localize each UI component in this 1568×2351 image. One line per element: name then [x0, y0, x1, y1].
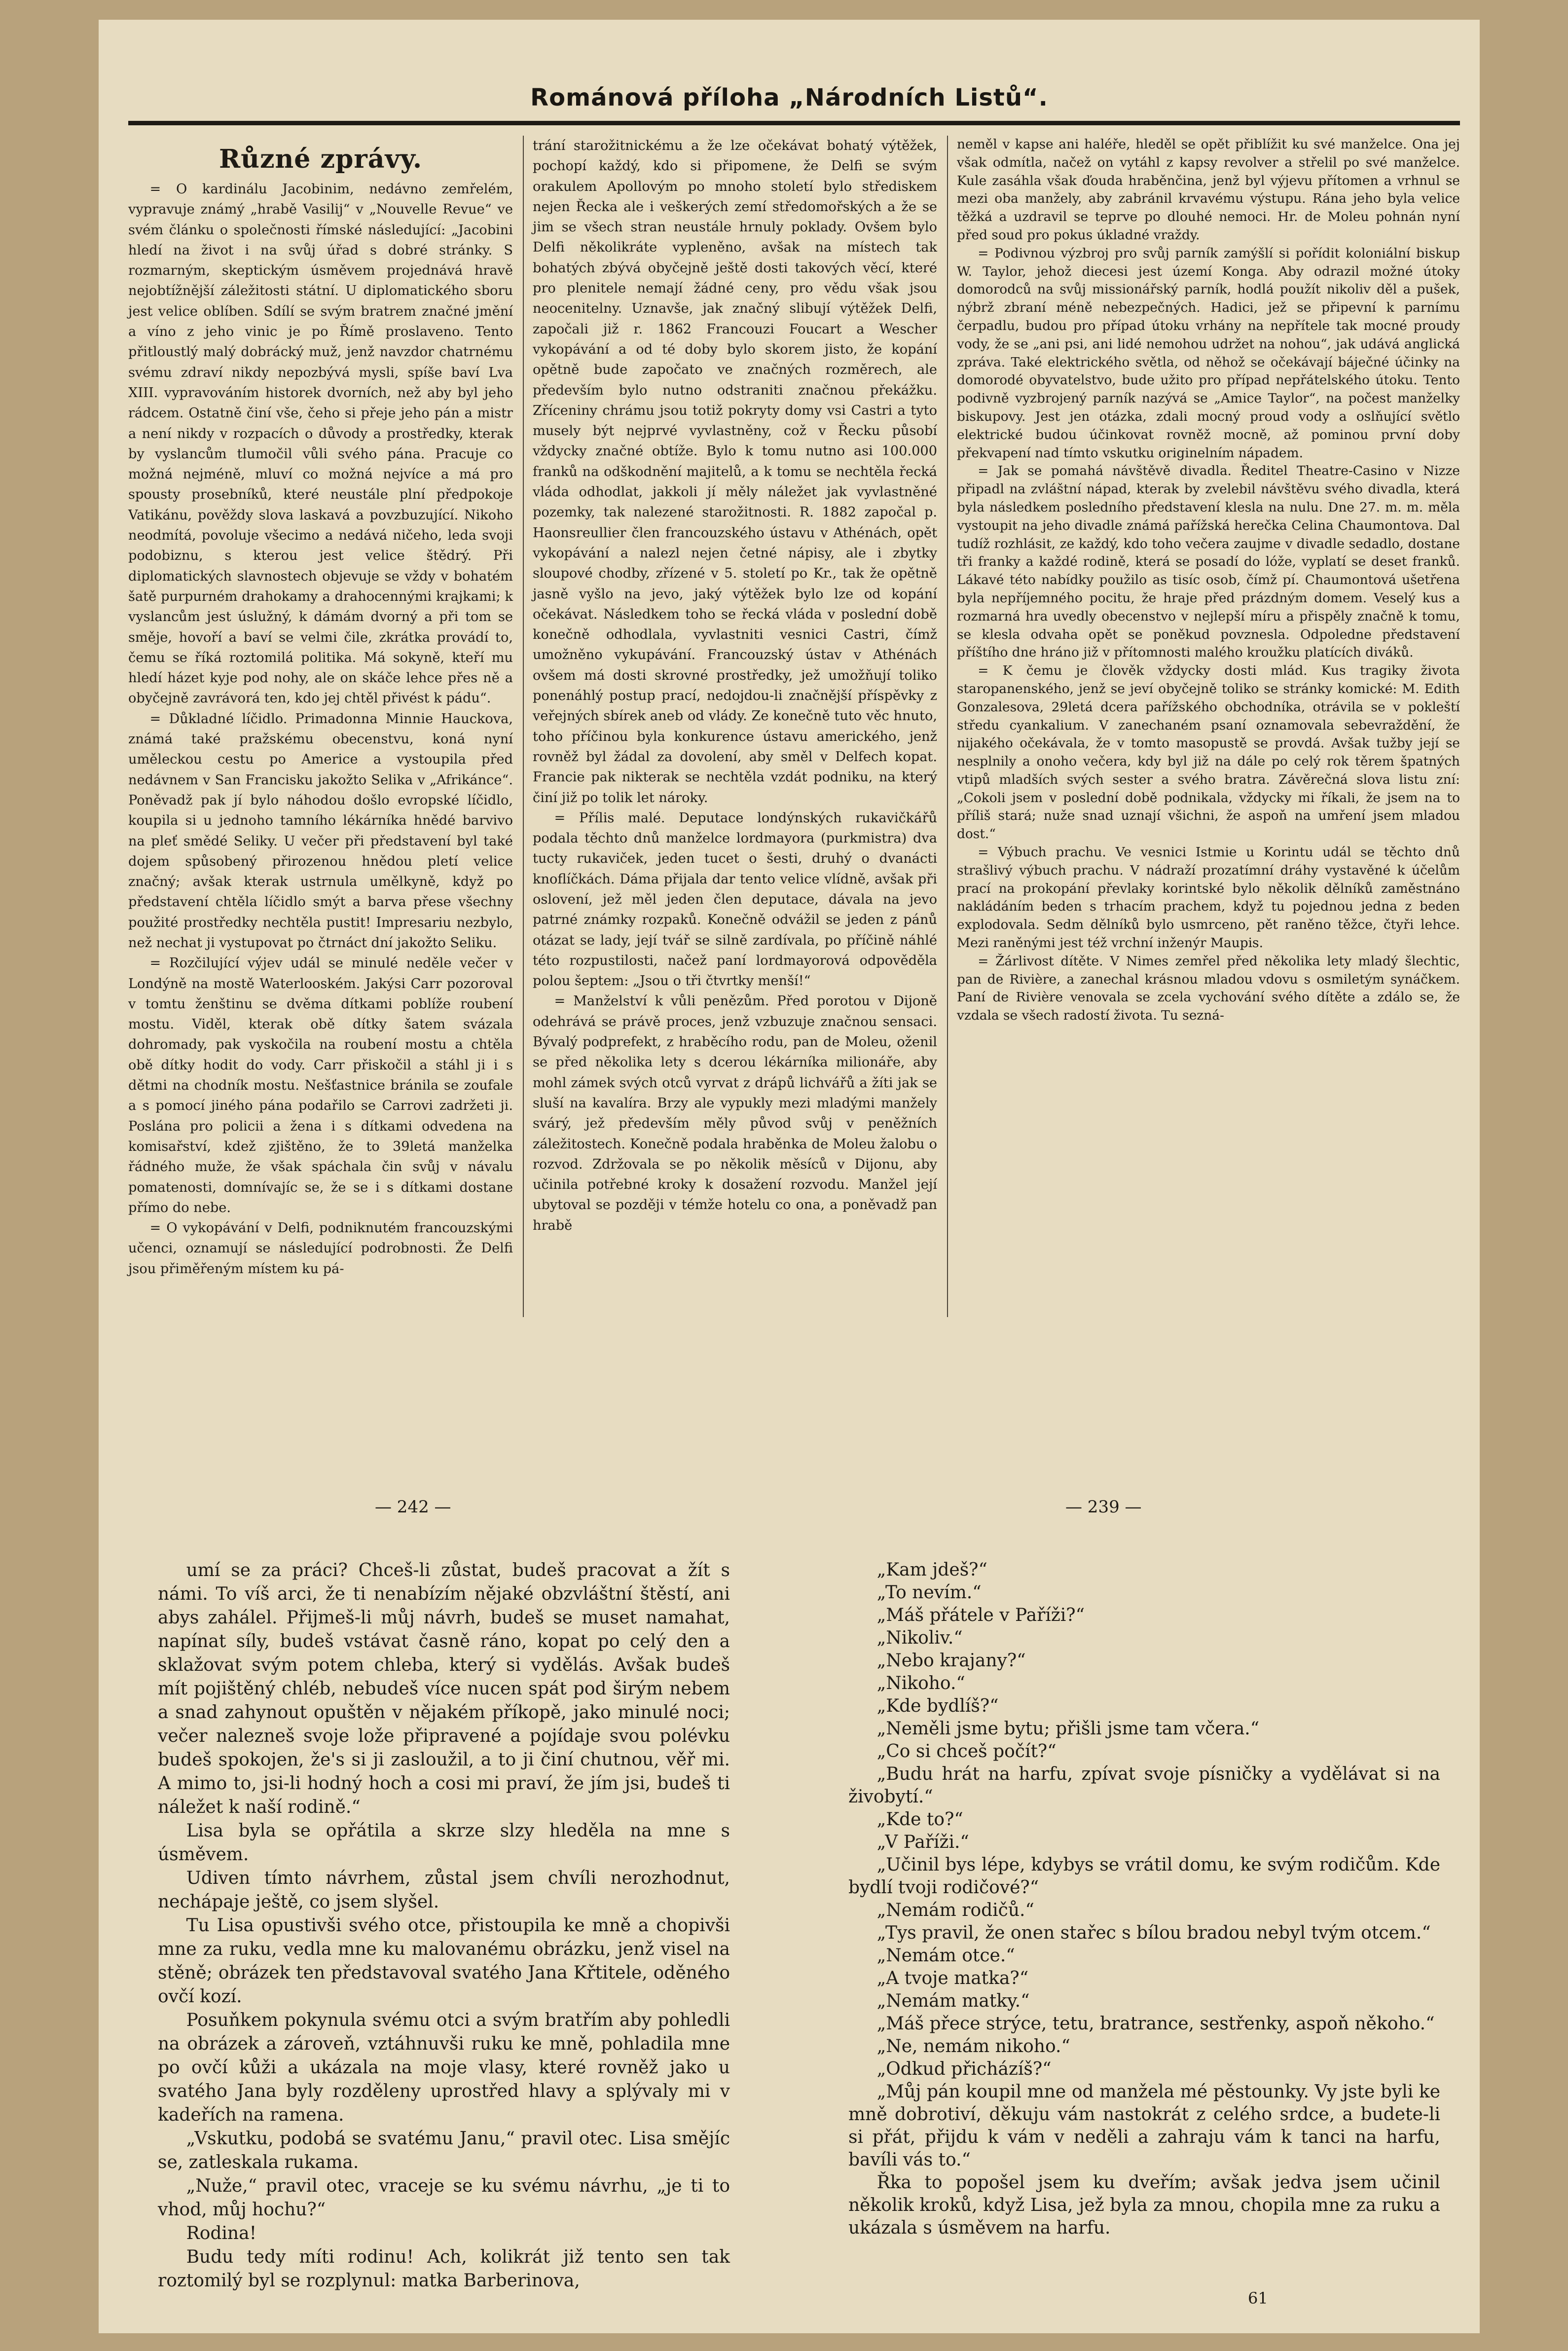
page-number-bottom: 61 [1248, 2289, 1268, 2308]
dialogue-line: „Budu hrát na harfu, zpívat svoje písničky a vydělávat si na živobytí.“ [848, 1764, 1440, 1807]
dialogue-line: „Nemám matky.“ [876, 1991, 1030, 2011]
header-rule [128, 121, 1460, 125]
novel-paragraph: Lisa byla se opřátila a skrze slzy hleděla na mne s úsměvem. [158, 1821, 730, 1865]
dialogue-line: „Tys pravil, že onen stařec s bílou bradou nebyl tvým otcem.“ [876, 1923, 1431, 1943]
article-mlad: = K čemu je člověk vždycky dosti mlád. Kus tragiky života staropanenského, jenž se jeví obyčejně toliko se stránky komické: M. Edith Gonzalesova, 29letá dcera pařížského obchodníka, otrávila se v pokleští středu cyankalium. V zanechaném psaní oznamovala sebevraždění, že nijakého očekávala, že v tomto masopustě se provdá. Avšak tužby její se nesplnily a onoho večera, kdy byl již na dále po celý rok těrem špatných vtipů mladších svých sester a svého bratra. Závěrečná slova listu zní: „Cokoli jsem v poslední době podnikala, vždycky mi říkali, že jsem na to příliš stará; nuže snad uznají všichni, že aspoň na umření jsem mladou dost.“ [957, 663, 1460, 842]
column-divider [523, 136, 524, 1317]
article-delfi: = O vykopávání v Delfi, podniknutém francouzskými učenci, oznamují se následující podrobnosti. Že Delfi jsou přiměřeným místem ku pá- [128, 1220, 513, 1277]
dialogue-line: „Co si chceš počít?“ [876, 1741, 1057, 1762]
novel-paragraph: „Vskutku, podobá se svatému Janu,“ pravil otec. Lisa smějíc se, zatleskala rukama. [158, 2129, 730, 2172]
article-prilis-male: = Přílis malé. Deputace londýnských rukavičkářů podala těchto dnů manželce lordmayora (purkmistra) dva tucty rukaviček, jeden tucet o šesti, druhý o dvanácti knoflíčkách. Dáma přijala dar tento velice vlídně, avšak při oslovení, jež měl jeden člen deputace, dávala na jevo patrné známky rozpaků. Konečně odvážil se jeden z pánů otázat se lady, její tvář se silně zardívala, po příčině náhlé této rozpustilosti, načež paní lordmayorová odpověděla polou šeptem: „Jsou o tři čtvrtky menší!“ [533, 810, 937, 989]
article-divadlo: = Jak se pomahá návštěvě divadla. Ředitel Theatre-Casino v Nizze připadl na zvláštní nápad, kterak by zvelebil návštěvu svého divadla, která byla následkem posledního představení klesla na nulu. Dne 27. m. m. měla vystoupit na jeho divadle známá pařížská herečka Celina Chaumontova. Dal tudíž rozhlásit, ze každý, kdo toho večera zaujme v divadle sedadlo, dostane tři franky a každé rodině, která se posadí do lóže, vyplatí se deset franků. Lákavé této nabídky použilo as tisíc osob, čímž pí. Chaumontová ušetřena byla nepříjemného pocitu, že hraje před prázdným domem. Veselý kus a rozmarná hra uvedly obecenstvo v nejlepší míru a přispěly značně k tomu, se klesla odvaha opět se poněkud povznesla. Odpoledne představení příštího dne hráno již v přítomnosti malého kroužku platících diváků. [957, 463, 1460, 661]
column-divider [947, 136, 948, 1317]
dialogue-line: „Nemám rodičů.“ [876, 1900, 1034, 1920]
novel-paragraph: Budu tedy míti rodinu! Ach, kolikrát již tento sen tak roztomilý byl se rozplynul: matka Barberinova, [158, 2247, 730, 2291]
article-zarlivost: = Žárlivost dítěte. V Nimes zemřel před několika lety mladý šlechtic, pan de Rivière, a zanechal krásnou mladou vdovu s osmiletým synáčkem. Paní de Rivière venovala se zcela vychování svého dítěte a zdálo se, že vzdala se všech radostí života. Tu sezná- [957, 953, 1460, 1024]
column-3 [957, 136, 1460, 1025]
novel-paragraph: Rodina! [186, 2223, 257, 2243]
supplement-header: Románová příloha „Národních Listů“. [530, 84, 1048, 111]
article-delfi-cont: trání starožitnickému a že lze očekávat bohatý výtěžek, pochopí každý, kdo si připomene, že Delfi se svým orakulem Apollovým po mnoho století bylo střediskem nejen Řecka ale i veškerých zemí středomořských a že se jim se všech stran neustále hrnuly poklady. Ovšem bylo Delfi několikráte vypleněno, avšak na místech tak bohatých zbývá obyčejně ještě dosti takových věcí, které pro plenitele nemají žádné ceny, pro vědu však jsou neocenitelny. Uznavše, jak značný slibují výtěžek Delfi, započali již r. 1862 Francouzi Foucart a Wescher vykopávání a od té doby bylo skorem jisto, že kopání opětně bude započato ve značných rozměrech, ale především bylo nutno odstraniti značnou překážku. Zříceniny chrámu jsou totiž pokryty domy vsi Castri a tyto musely být nejprvé vyvlastněny, což v Řecku působí vždycky značné obtíže. Bylo k tomu nutno asi 100.000 franků na odškodnění majitelů, a k tomu se nechtěla řecká vláda odhodlat, jakkoli jí měly náležet jak vyvlastněné pozemky, tak nalezené starožitnosti. R. 1882 započal p. Haonsreullier člen francouzského ústavu v Athénách, opět vykopávání a nalezl nejen četné nápisy, ale i zbytky sloupové chodby, zřízené v 5. století po Kr., tak že opětně jasně vyšlo na jevo, jaký výtěžek bylo lze od kopání očekávat. Následkem toho se řecká vláda v poslední době konečně odhodlala, vyvlastniti vesnici Castri, čímž umožněno vykupávání. Francouzský ústav v Athénách ovšem má dosti skrovné prostředky, jež umožňují toliko ponenáhlý postup prací, nedojdou-li značnější příspěvky z veřejných sbírek aneb od vlády. Ze konečně tuto věc hnuto, toho příčinou byla konkurence ústavu amerického, jenž rovněž byl žádal za dovolení, aby směl v Delfech kopat. Francie pak nikterak se nechtěla vzdát podniku, na který činí již po tolik let nároky. [533, 138, 937, 806]
dialogue-line: „Ne, nemám nikoho.“ [876, 2036, 1070, 2057]
article-moleu-cont: neměl v kapse ani haléře, hleděl se opět přiblížit ku své manželce. Ona jej však odmítla, načež on vytáhl z kapsy revolver a střelil po své manželce. Kule zasáhla však ďouda hraběnčina, jenž byl výjevu přítomen a vrhnul se mezi oba manžely, aby zabránil krvavému výstupu. Rána jeho byla velice těžká a uzdravil se teprve po dlouhé nemoci. Hr. de Moleu pohnán nyní před soud pro pokus úkladné vraždy. [957, 137, 1460, 243]
dialogue-line: „Máš přátele v Paříži?“ [876, 1605, 1085, 1625]
dialogue-line: „A tvoje matka?“ [876, 1968, 1029, 1988]
novel-paragraph: umí se za práci? Chceš-li zůstat, budeš pracovat a žít s námi. To víš arci, že ti nenabízím nějaké obzvláštní štěstí, ani abys zahálel. Přijmeš-li můj návrh, budeš se muset namahat, napínat síly, budeš vstávat časně ráno, kopat po celý den a sklažovat svým potem chleba, který si vydělás. Avšak budeš mít pojištěný chléb, nebudeš více nucen spát pod širým nebem a snad zahynout opuštěn v nějakém příkopě, jako minulé noci; večer nalezneš svoje lože připravené a pojídaje svou polévku budeš spokojen, že's si ji zasloužil, a to ji činí chutnou, věř mi. A mimo to, jsi-li hodný hoch a cosi mi praví, že jím jsi, budeš ti náležet k naší rodině.“ [158, 1560, 730, 1817]
dialogue-line: „Můj pán koupil mne od manžela mé pěstounky. Vy jste byli ke mně dobrotiví, děkuju vám nastokrát z celého srdce, a budete-li si přát, přijdu k vám v neděli a zahraju vám k tanci na harfu, bavíli vás to.“ [848, 2082, 1440, 2170]
article-licidlo: = Důkladné líčidlo. Primadonna Minnie Hauckova, známá také pražskému obecenstvu, koná nyní uměleckou cestu po Americe a vystoupila před nedávnem v San Francisku jakožto Selika v „Afrikánce“. Poněvadž pak jí bylo náhodou došlo evropské líčidlo, koupila si u jednoho tamního lékárníka hnědé barvivo na pleť smědé Seliky. U večer při představení byl také dojem spůsobený přirozenou hnědou pletí velice značný; avšak kterak ustrnula umělkyně, když po představení chtěla líčidlo smýt a barva přese všechny použité prostředky nechtěla pustit! Impresariu nezbylo, než nechat ji vystupovat po čtrnáct dní jakožto Seliku. [128, 711, 513, 951]
column-1 [128, 136, 513, 1279]
article-vyjev: = Rozčilující výjev udál se minulé neděle večer v Londýně na mostě Waterlooském. Jakýsi Carr pozoroval v tomtu ženštinu se dvěma dítkami poblíže roubení mostu. Viděl, kterak obě dítky šatem svázala dohromady, pak vyskočila na roubení mostu a chtěla obě dítky hodit do vody. Carr přiskočil a stáhl ji i s dětmi na chodník mostu. Nešťastnice bránila se zoufale a s pomocí jiného pána podařilo se Carrovi zadržeti ji. Poslána pro policii a žena i s dítkami odvedena na komisařství, kdež zjištěno, že to 39letá manželka řádného muže, že však spáchala čin svůj v návalu pomatenosti, domnívajíc se, že se i s dítkami dostane přímo do nebe. [128, 955, 513, 1215]
page-number-left: — 242 — [375, 1497, 451, 1517]
novel-right-page [848, 1559, 1440, 2240]
newspaper-page [99, 20, 1480, 2333]
dialogue-line: „Kam jdeš?“ [876, 1560, 987, 1580]
novel-left-page [158, 1559, 730, 2293]
novel-paragraph: Tu Lisa opustivši svého otce, přistoupila ke mně a chopivši mne za ruku, vedla mne ku malovanému obrázku, jenž visel na stěně; obrázek ten představoval svatého Jana Křtitele, oděného ovčí kozí. [158, 1915, 730, 2007]
dialogue-line: Řka to popošel jsem ku dveřím; avšak jedva jsem učinil několik kroků, když Lisa, jež byla za mnou, chopila mne za ruku a ukázala s úsměvem na harfu. [848, 2172, 1440, 2238]
dialogue-line: „Učinil bys lépe, kdybys se vrátil domu, ke svým rodičům. Kde bydlí tvoji rodičové?“ [848, 1855, 1440, 1898]
page-number-right: — 239 — [1065, 1497, 1142, 1517]
dialogue-line: „Nebo krajany?“ [876, 1651, 1026, 1671]
novel-paragraph: Posuňkem pokynula svému otci a svým bratřím aby pohledli na obrázek a zároveň, vztáhnuvši ruku ke mně, pohladila mne po ovčí kůži a ukázala na moje vlasy, které rovněž jako u svatého Jana byly rozděleny uprostřed hlavy a splývaly mi v kadeřích na ramena. [158, 2010, 730, 2125]
article-vyzbroj: = Podivnou výzbroj pro svůj parník zamýšlí si pořídit koloniální biskup W. Taylor, jehož diecesi jest území Konga. Aby odrazil možné útoky domorodců na svůj missionářský parník, hodlá použít nikoliv děl a pušek, nýbrž zbraní méně nebezpečných. Hadici, jež se připevní k parnímu čerpadlu, budou pro případ útoku vrhány na nepřítele tak mocné proudy vody, že se „ani psi, ani lidé nemohou udržet na nohou“, jak udává anglická zpráva. Také elektrického světla, od něhož se očekávají báječné účinky na domorodé obyvatelstvo, bude užito pro případ nepřátelského útoku. Tento podivně vyzbrojený parník nazývá se „Amice Taylor“, na počest manželky biskupovy. Jest jen otázka, zdali mocný proud vody a oslňující světlo elektrické budou účinkovat rovněž mocně, až pominou první doby překvapení nad tímto vskutku originelním nápadem. [957, 245, 1460, 461]
dialogue-line: „Nikoliv.“ [876, 1628, 963, 1648]
dialogue-line: „Kde bydlíš?“ [876, 1696, 999, 1716]
dialogue-line: „Odkud přicházíš?“ [876, 2059, 1052, 2079]
article-manzelstvi: = Manželství k vůli penězům. Před porotou v Dijoně odehrává se právě proces, jenž vzbuzuje značnou sensaci. Bývalý podprefekt, z hraběcího rodu, pan de Moleu, oženil se před několika lety s dcerou lékárníka milionáře, aby mohl zámek svých otců vyrvat z drápů lichvářů a žíti jak se sluší na kavalíra. Brzy ale vypukly mezi mladými manžely svárý, jež především měly původ svůj v peněžních záležitostech. Konečně podala hraběnka de Moleu žalobu o rozvod. Zdržovala se po několik měsíců v Dijonu, aby učinila potřebné kroky k dosažení rozvodu. Manžel její ubytoval se později v témže hotelu co ona, a poněvadž pan hrabě [533, 993, 937, 1233]
dialogue-line: „Nemám otce.“ [876, 1946, 1015, 1966]
dialogue-line: „Nikoho.“ [876, 1673, 965, 1693]
dialogue-line: „Neměli jsme bytu; přišli jsme tam včera.“ [876, 1719, 1260, 1739]
article-jacobini: = O kardinálu Jacobinim, nedávno zemřelém, vypravuje známý „hrabě Vasilij“ v „Nouvelle Revue“ ve svém článku o společnosti římské následující: „Jacobini hledí na život i na svůj úřad s dobré stránky. S rozmarným, skeptickým úsměvem projednává hravě nejobtížnější záležitosti státní. U diplomatického sboru jest velice oblíben. Sdílí se svým bratrem značné jmění a víno z jeho vinic je po Římě proslaveno. Tento přitloustlý malý dobrácký muž, jenž navzdor chatrnému svému zdraví nikdy nepozbývá mysli, spíše baví Lva XIII. vypravováním historek dvorních, než aby byl jeho rádcem. Ostatně činí vše, čeho si přeje jeho pán a mistr a není nikdy v rozpacích o důvody a prostředky, kterak by vyslancům tlumočil vůli svého pána. Pracuje co možná nejméně, mluví co možná nejvíce a má pro spousty prosebníků, které neustále plní předpokoje Vatikánu, pověždy slova laskavá a povzbuzující. Nikoho neodmítá, povoluje všecimo a nedává ničeho, leda svoji podobiznu, s kterou jest velice štědrý. Při diplomatických slavnostech objevuje se vždy v bohatém šatě purpurném drahokamy a drahocennými krajkami; k vyslancům jest úslužný, k dámám dvorný a při tom se směje, hovoří a baví se velmi čile, zkrátka provádí to, čemu se říká roztomilá politika. Má sokyně, kteří mu hledí házet kyje pod nohy, ale on skáče lehce přes ně a obyčejně zavrávorá ten, kdo jej chtěl přivést k pádu“. [128, 182, 513, 706]
novel-paragraph: Udiven tímto návrhem, zůstal jsem chvíli nerozhodnut, nechápaje ještě, co jsem slyšel. [158, 1868, 730, 1912]
dialogue-line: „To nevím.“ [876, 1582, 982, 1603]
dialogue-line: „V Paříži.“ [876, 1832, 969, 1852]
section-heading: Různé zprávy. [219, 144, 423, 174]
article-vybuch: = Výbuch prachu. Ve vesnici Istmie u Korintu udál se těchto dnů strašlivý výbuch prachu. V nádraží prozatímní dráhy vystavěné k účelům prací na prokopání převlaky korintské bylo několik dělníků zaměstnáno nakládáním beden s trhacím prachem, když tu pojednou jedna z beden explodovala. Sedm dělníků bylo usmrceno, pět raněno těžce, čtyři lehce. Mezi raněnými jest též vrchní inženýr Maupis. [957, 845, 1460, 951]
dialogue-line: „Máš přece strýce, tetu, bratrance, sestřenky, aspoň někoho.“ [876, 2014, 1435, 2034]
dialogue-line: „Kde to?“ [876, 1809, 963, 1830]
column-2 [533, 136, 937, 1236]
novel-paragraph: „Nuže,“ pravil otec, vraceje se ku svému návrhu, „je ti to vhod, můj hochu?“ [158, 2176, 730, 2220]
